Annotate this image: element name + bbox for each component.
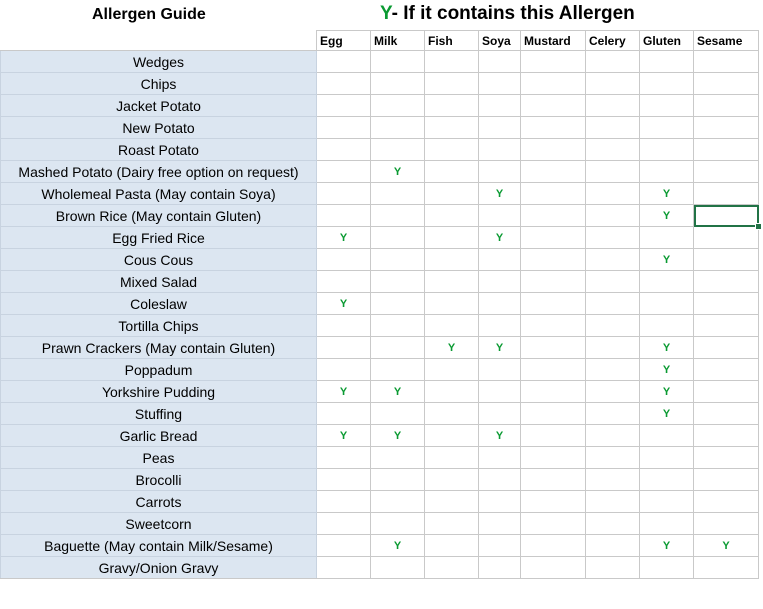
column-header-milk[interactable]: Milk [371, 31, 425, 51]
table-row [1, 469, 759, 491]
table-row [1, 227, 759, 249]
table-row [1, 161, 759, 183]
allergen-cell-gluten[interactable]: Y [640, 403, 694, 425]
food-name-cell[interactable]: Carrots [1, 491, 317, 513]
allergen-cell-celery[interactable] [586, 249, 640, 271]
table-row [1, 337, 759, 359]
allergen-cell-milk[interactable] [371, 73, 425, 95]
allergen-cell-sesame[interactable] [694, 491, 759, 513]
table-row [1, 557, 759, 579]
allergen-cell-egg[interactable]: Y [317, 227, 371, 249]
allergen-cell-fish[interactable] [425, 227, 479, 249]
allergen-cell-milk[interactable] [371, 469, 425, 491]
allergen-cell-sesame[interactable] [694, 337, 759, 359]
allergen-cell-soya[interactable] [479, 535, 521, 557]
allergen-cell-milk[interactable] [371, 205, 425, 227]
table-row [1, 95, 759, 117]
allergen-cell-celery[interactable] [586, 513, 640, 535]
food-name-cell[interactable]: Baguette (May contain Milk/Sesame) [1, 535, 317, 557]
allergen-cell-egg[interactable] [317, 183, 371, 205]
allergen-cell-egg[interactable] [317, 557, 371, 579]
allergen-cell-gluten[interactable] [640, 117, 694, 139]
corner-cell[interactable] [1, 31, 317, 51]
allergen-cell-soya[interactable] [479, 513, 521, 535]
allergen-cell-celery[interactable] [586, 403, 640, 425]
allergen-cell-sesame[interactable]: Y [694, 535, 759, 557]
allergen-cell-mustard[interactable] [521, 271, 586, 293]
allergen-cell-soya[interactable] [479, 139, 521, 161]
allergen-cell-soya[interactable] [479, 95, 521, 117]
allergen-cell-egg[interactable]: Y [317, 381, 371, 403]
food-name-cell[interactable]: Prawn Crackers (May contain Gluten) [1, 337, 317, 359]
table-row [1, 513, 759, 535]
allergen-cell-celery[interactable] [586, 293, 640, 315]
allergen-cell-egg[interactable] [317, 205, 371, 227]
allergen-cell-celery[interactable] [586, 95, 640, 117]
allergen-cell-sesame[interactable] [694, 469, 759, 491]
allergen-cell-gluten[interactable]: Y [640, 535, 694, 557]
allergen-cell-egg[interactable] [317, 403, 371, 425]
allergen-cell-milk[interactable] [371, 227, 425, 249]
allergen-cell-mustard[interactable] [521, 381, 586, 403]
allergen-cell-soya[interactable] [479, 161, 521, 183]
allergen-cell-sesame[interactable] [694, 183, 759, 205]
allergen-cell-sesame[interactable] [694, 51, 759, 73]
allergen-cell-soya[interactable]: Y [479, 227, 521, 249]
allergen-cell-celery[interactable] [586, 381, 640, 403]
allergen-cell-celery[interactable] [586, 139, 640, 161]
allergen-cell-gluten[interactable] [640, 51, 694, 73]
allergen-cell-sesame[interactable] [694, 557, 759, 579]
allergen-cell-milk[interactable] [371, 359, 425, 381]
allergen-cell-milk[interactable] [371, 293, 425, 315]
food-name-cell[interactable]: Chips [1, 73, 317, 95]
allergen-table [0, 30, 759, 579]
allergen-cell-gluten[interactable]: Y [640, 359, 694, 381]
food-name-cell[interactable]: Brocolli [1, 469, 317, 491]
allergen-cell-egg[interactable] [317, 51, 371, 73]
allergen-cell-fish[interactable] [425, 513, 479, 535]
allergen-cell-gluten[interactable] [640, 491, 694, 513]
allergen-cell-gluten[interactable]: Y [640, 381, 694, 403]
allergen-cell-fish[interactable]: Y [425, 337, 479, 359]
allergen-cell-gluten[interactable]: Y [640, 205, 694, 227]
food-name-cell[interactable]: Coleslaw [1, 293, 317, 315]
allergen-cell-gluten[interactable] [640, 73, 694, 95]
allergen-cell-soya[interactable] [479, 557, 521, 579]
allergen-cell-egg[interactable] [317, 337, 371, 359]
column-header-egg[interactable]: Egg [317, 31, 371, 51]
allergen-cell-fish[interactable] [425, 95, 479, 117]
allergen-cell-egg[interactable] [317, 73, 371, 95]
allergen-cell-celery[interactable] [586, 73, 640, 95]
allergen-cell-celery[interactable] [586, 491, 640, 513]
allergen-cell-celery[interactable] [586, 469, 640, 491]
allergen-cell-sesame[interactable] [694, 425, 759, 447]
allergen-cell-celery[interactable] [586, 161, 640, 183]
allergen-cell-sesame[interactable] [694, 293, 759, 315]
allergen-cell-soya[interactable] [479, 491, 521, 513]
allergen-cell-fish[interactable] [425, 205, 479, 227]
allergen-cell-sesame[interactable] [694, 271, 759, 293]
food-name-cell[interactable]: Tortilla Chips [1, 315, 317, 337]
allergen-cell-egg[interactable] [317, 315, 371, 337]
allergen-cell-fish[interactable] [425, 139, 479, 161]
allergen-cell-mustard[interactable] [521, 557, 586, 579]
allergen-cell-egg[interactable] [317, 139, 371, 161]
allergen-cell-gluten[interactable]: Y [640, 337, 694, 359]
column-header-soya[interactable]: Soya [479, 31, 521, 51]
food-name-cell[interactable]: Mashed Potato (Dairy free option on request) [1, 161, 317, 183]
allergen-cell-mustard[interactable] [521, 139, 586, 161]
food-name-cell[interactable]: Brown Rice (May contain Gluten) [1, 205, 317, 227]
food-name-cell[interactable]: Mixed Salad [1, 271, 317, 293]
allergen-cell-gluten[interactable] [640, 557, 694, 579]
sheet-title: Allergen Guide [92, 6, 206, 23]
food-name-cell[interactable]: Wedges [1, 51, 317, 73]
allergen-cell-mustard[interactable] [521, 227, 586, 249]
allergen-cell-gluten[interactable] [640, 513, 694, 535]
table-row [1, 271, 759, 293]
table-row [1, 359, 759, 381]
column-header-celery[interactable]: Celery [586, 31, 640, 51]
allergen-cell-egg[interactable] [317, 469, 371, 491]
allergen-cell-celery[interactable] [586, 425, 640, 447]
allergen-cell-fish[interactable] [425, 183, 479, 205]
allergen-cell-milk[interactable]: Y [371, 381, 425, 403]
allergen-cell-mustard[interactable] [521, 337, 586, 359]
allergen-cell-milk[interactable] [371, 271, 425, 293]
table-row [1, 403, 759, 425]
allergen-cell-sesame[interactable] [694, 447, 759, 469]
allergen-cell-egg[interactable] [317, 359, 371, 381]
allergen-cell-milk[interactable] [371, 403, 425, 425]
allergen-cell-soya[interactable] [479, 117, 521, 139]
food-name-cell[interactable]: Stuffing [1, 403, 317, 425]
allergen-cell-milk[interactable] [371, 117, 425, 139]
allergen-cell-gluten[interactable] [640, 139, 694, 161]
table-row [1, 139, 759, 161]
allergen-cell-sesame[interactable] [694, 315, 759, 337]
allergen-cell-milk[interactable] [371, 139, 425, 161]
table-row [1, 51, 759, 73]
allergen-cell-fish[interactable] [425, 315, 479, 337]
allergen-cell-soya[interactable] [479, 315, 521, 337]
allergen-cell-egg[interactable] [317, 271, 371, 293]
allergen-cell-egg[interactable] [317, 249, 371, 271]
table-row [1, 205, 759, 227]
allergen-cell-egg[interactable]: Y [317, 425, 371, 447]
legend-mark: Y [380, 3, 392, 24]
allergen-cell-gluten[interactable]: Y [640, 183, 694, 205]
allergen-cell-fish[interactable] [425, 73, 479, 95]
allergen-cell-gluten[interactable]: Y [640, 249, 694, 271]
column-header-sesame[interactable]: Sesame [694, 31, 759, 51]
allergen-cell-soya[interactable]: Y [479, 337, 521, 359]
allergen-cell-celery[interactable] [586, 359, 640, 381]
allergen-cell-soya[interactable] [479, 447, 521, 469]
allergen-cell-fish[interactable] [425, 469, 479, 491]
allergen-cell-celery[interactable] [586, 557, 640, 579]
allergen-cell-soya[interactable] [479, 205, 521, 227]
allergen-cell-egg[interactable] [317, 117, 371, 139]
allergen-cell-egg[interactable] [317, 161, 371, 183]
allergen-cell-mustard[interactable] [521, 425, 586, 447]
allergen-cell-sesame[interactable] [694, 73, 759, 95]
table-row [1, 183, 759, 205]
allergen-cell-milk[interactable]: Y [371, 161, 425, 183]
allergen-cell-fish[interactable] [425, 51, 479, 73]
allergen-cell-mustard[interactable] [521, 403, 586, 425]
allergen-cell-celery[interactable] [586, 205, 640, 227]
allergen-cell-soya[interactable] [479, 249, 521, 271]
food-name-cell[interactable]: New Potato [1, 117, 317, 139]
allergen-cell-gluten[interactable] [640, 447, 694, 469]
allergen-cell-fish[interactable] [425, 403, 479, 425]
allergen-cell-mustard[interactable] [521, 513, 586, 535]
table-body [1, 51, 759, 579]
allergen-cell-soya[interactable] [479, 381, 521, 403]
allergen-cell-milk[interactable] [371, 183, 425, 205]
allergen-cell-sesame[interactable] [694, 249, 759, 271]
allergen-cell-soya[interactable]: Y [479, 183, 521, 205]
allergen-cell-milk[interactable] [371, 95, 425, 117]
allergen-cell-egg[interactable] [317, 513, 371, 535]
allergen-cell-gluten[interactable] [640, 425, 694, 447]
allergen-cell-fish[interactable] [425, 161, 479, 183]
allergen-cell-mustard[interactable] [521, 51, 586, 73]
allergen-cell-mustard[interactable] [521, 359, 586, 381]
header-row [1, 31, 759, 51]
food-name-cell[interactable]: Wholemeal Pasta (May contain Soya) [1, 183, 317, 205]
allergen-cell-milk[interactable] [371, 249, 425, 271]
allergen-cell-milk[interactable]: Y [371, 535, 425, 557]
allergen-cell-mustard[interactable] [521, 161, 586, 183]
table-row [1, 315, 759, 337]
table-row [1, 249, 759, 271]
allergen-cell-soya[interactable] [479, 271, 521, 293]
allergen-cell-fish[interactable] [425, 381, 479, 403]
allergen-cell-mustard[interactable] [521, 183, 586, 205]
allergen-cell-celery[interactable] [586, 51, 640, 73]
food-name-cell[interactable]: Sweetcorn [1, 513, 317, 535]
allergen-cell-milk[interactable] [371, 337, 425, 359]
allergen-cell-mustard[interactable] [521, 535, 586, 557]
food-name-cell[interactable]: Garlic Bread [1, 425, 317, 447]
allergen-cell-mustard[interactable] [521, 249, 586, 271]
allergen-cell-milk[interactable] [371, 557, 425, 579]
table-row [1, 491, 759, 513]
allergen-cell-gluten[interactable] [640, 293, 694, 315]
allergen-cell-soya[interactable] [479, 403, 521, 425]
allergen-cell-egg[interactable] [317, 447, 371, 469]
allergen-cell-soya[interactable] [479, 359, 521, 381]
table-row [1, 381, 759, 403]
column-header-fish[interactable]: Fish [425, 31, 479, 51]
allergen-cell-soya[interactable] [479, 73, 521, 95]
allergen-cell-celery[interactable] [586, 337, 640, 359]
table-row [1, 425, 759, 447]
allergen-cell-mustard[interactable] [521, 205, 586, 227]
allergen-cell-sesame[interactable] [694, 403, 759, 425]
table-row [1, 447, 759, 469]
allergen-cell-gluten[interactable] [640, 161, 694, 183]
food-name-cell[interactable]: Yorkshire Pudding [1, 381, 317, 403]
food-name-cell[interactable]: Poppadum [1, 359, 317, 381]
allergen-cell-fish[interactable] [425, 425, 479, 447]
allergen-cell-egg[interactable] [317, 535, 371, 557]
allergen-cell-sesame[interactable] [694, 381, 759, 403]
allergen-cell-milk[interactable] [371, 491, 425, 513]
allergen-cell-sesame[interactable] [694, 139, 759, 161]
allergen-cell-fish[interactable] [425, 491, 479, 513]
allergen-cell-mustard[interactable] [521, 491, 586, 513]
table-row [1, 293, 759, 315]
allergen-cell-milk[interactable] [371, 51, 425, 73]
allergen-cell-soya[interactable]: Y [479, 425, 521, 447]
allergen-cell-gluten[interactable] [640, 271, 694, 293]
table-row [1, 73, 759, 95]
allergen-cell-fish[interactable] [425, 535, 479, 557]
allergen-cell-sesame[interactable] [694, 117, 759, 139]
allergen-cell-mustard[interactable] [521, 95, 586, 117]
allergen-cell-mustard[interactable] [521, 117, 586, 139]
allergen-cell-sesame[interactable] [694, 95, 759, 117]
allergen-cell-celery[interactable] [586, 227, 640, 249]
legend-text: - If it contains this Allergen [391, 3, 635, 24]
allergen-cell-milk[interactable] [371, 315, 425, 337]
food-name-cell[interactable]: Roast Potato [1, 139, 317, 161]
legend [380, 3, 635, 25]
allergen-cell-fish[interactable] [425, 293, 479, 315]
allergen-cell-milk[interactable] [371, 447, 425, 469]
allergen-cell-mustard[interactable] [521, 447, 586, 469]
allergen-cell-mustard[interactable] [521, 293, 586, 315]
column-header-gluten[interactable]: Gluten [640, 31, 694, 51]
allergen-cell-celery[interactable] [586, 315, 640, 337]
column-header-mustard[interactable]: Mustard [521, 31, 586, 51]
allergen-cell-celery[interactable] [586, 271, 640, 293]
allergen-cell-fish[interactable] [425, 447, 479, 469]
allergen-cell-soya[interactable] [479, 469, 521, 491]
food-name-cell[interactable]: Cous Cous [1, 249, 317, 271]
allergen-cell-gluten[interactable] [640, 315, 694, 337]
allergen-cell-celery[interactable] [586, 447, 640, 469]
allergen-cell-egg[interactable] [317, 491, 371, 513]
allergen-cell-mustard[interactable] [521, 469, 586, 491]
allergen-cell-mustard[interactable] [521, 315, 586, 337]
food-name-cell[interactable]: Egg Fried Rice [1, 227, 317, 249]
allergen-cell-egg[interactable] [317, 95, 371, 117]
allergen-cell-soya[interactable] [479, 293, 521, 315]
table-row [1, 535, 759, 557]
allergen-cell-fish[interactable] [425, 359, 479, 381]
allergen-cell-celery[interactable] [586, 117, 640, 139]
allergen-cell-fish[interactable] [425, 557, 479, 579]
allergen-cell-gluten[interactable] [640, 227, 694, 249]
allergen-cell-fish[interactable] [425, 117, 479, 139]
allergen-cell-celery[interactable] [586, 183, 640, 205]
allergen-cell-milk[interactable]: Y [371, 425, 425, 447]
allergen-cell-celery[interactable] [586, 535, 640, 557]
food-name-cell[interactable]: Jacket Potato [1, 95, 317, 117]
food-name-cell[interactable]: Peas [1, 447, 317, 469]
allergen-cell-egg[interactable]: Y [317, 293, 371, 315]
table-row [1, 117, 759, 139]
allergen-cell-soya[interactable] [479, 51, 521, 73]
allergen-cell-fish[interactable] [425, 271, 479, 293]
allergen-cell-gluten[interactable] [640, 469, 694, 491]
food-name-cell[interactable]: Gravy/Onion Gravy [1, 557, 317, 579]
allergen-cell-gluten[interactable] [640, 95, 694, 117]
allergen-cell-fish[interactable] [425, 249, 479, 271]
allergen-cell-milk[interactable] [371, 513, 425, 535]
selected-cell[interactable] [694, 205, 759, 227]
allergen-cell-sesame[interactable] [694, 359, 759, 381]
allergen-cell-sesame[interactable] [694, 227, 759, 249]
allergen-cell-mustard[interactable] [521, 73, 586, 95]
allergen-cell-sesame[interactable] [694, 513, 759, 535]
allergen-cell-sesame[interactable] [694, 161, 759, 183]
